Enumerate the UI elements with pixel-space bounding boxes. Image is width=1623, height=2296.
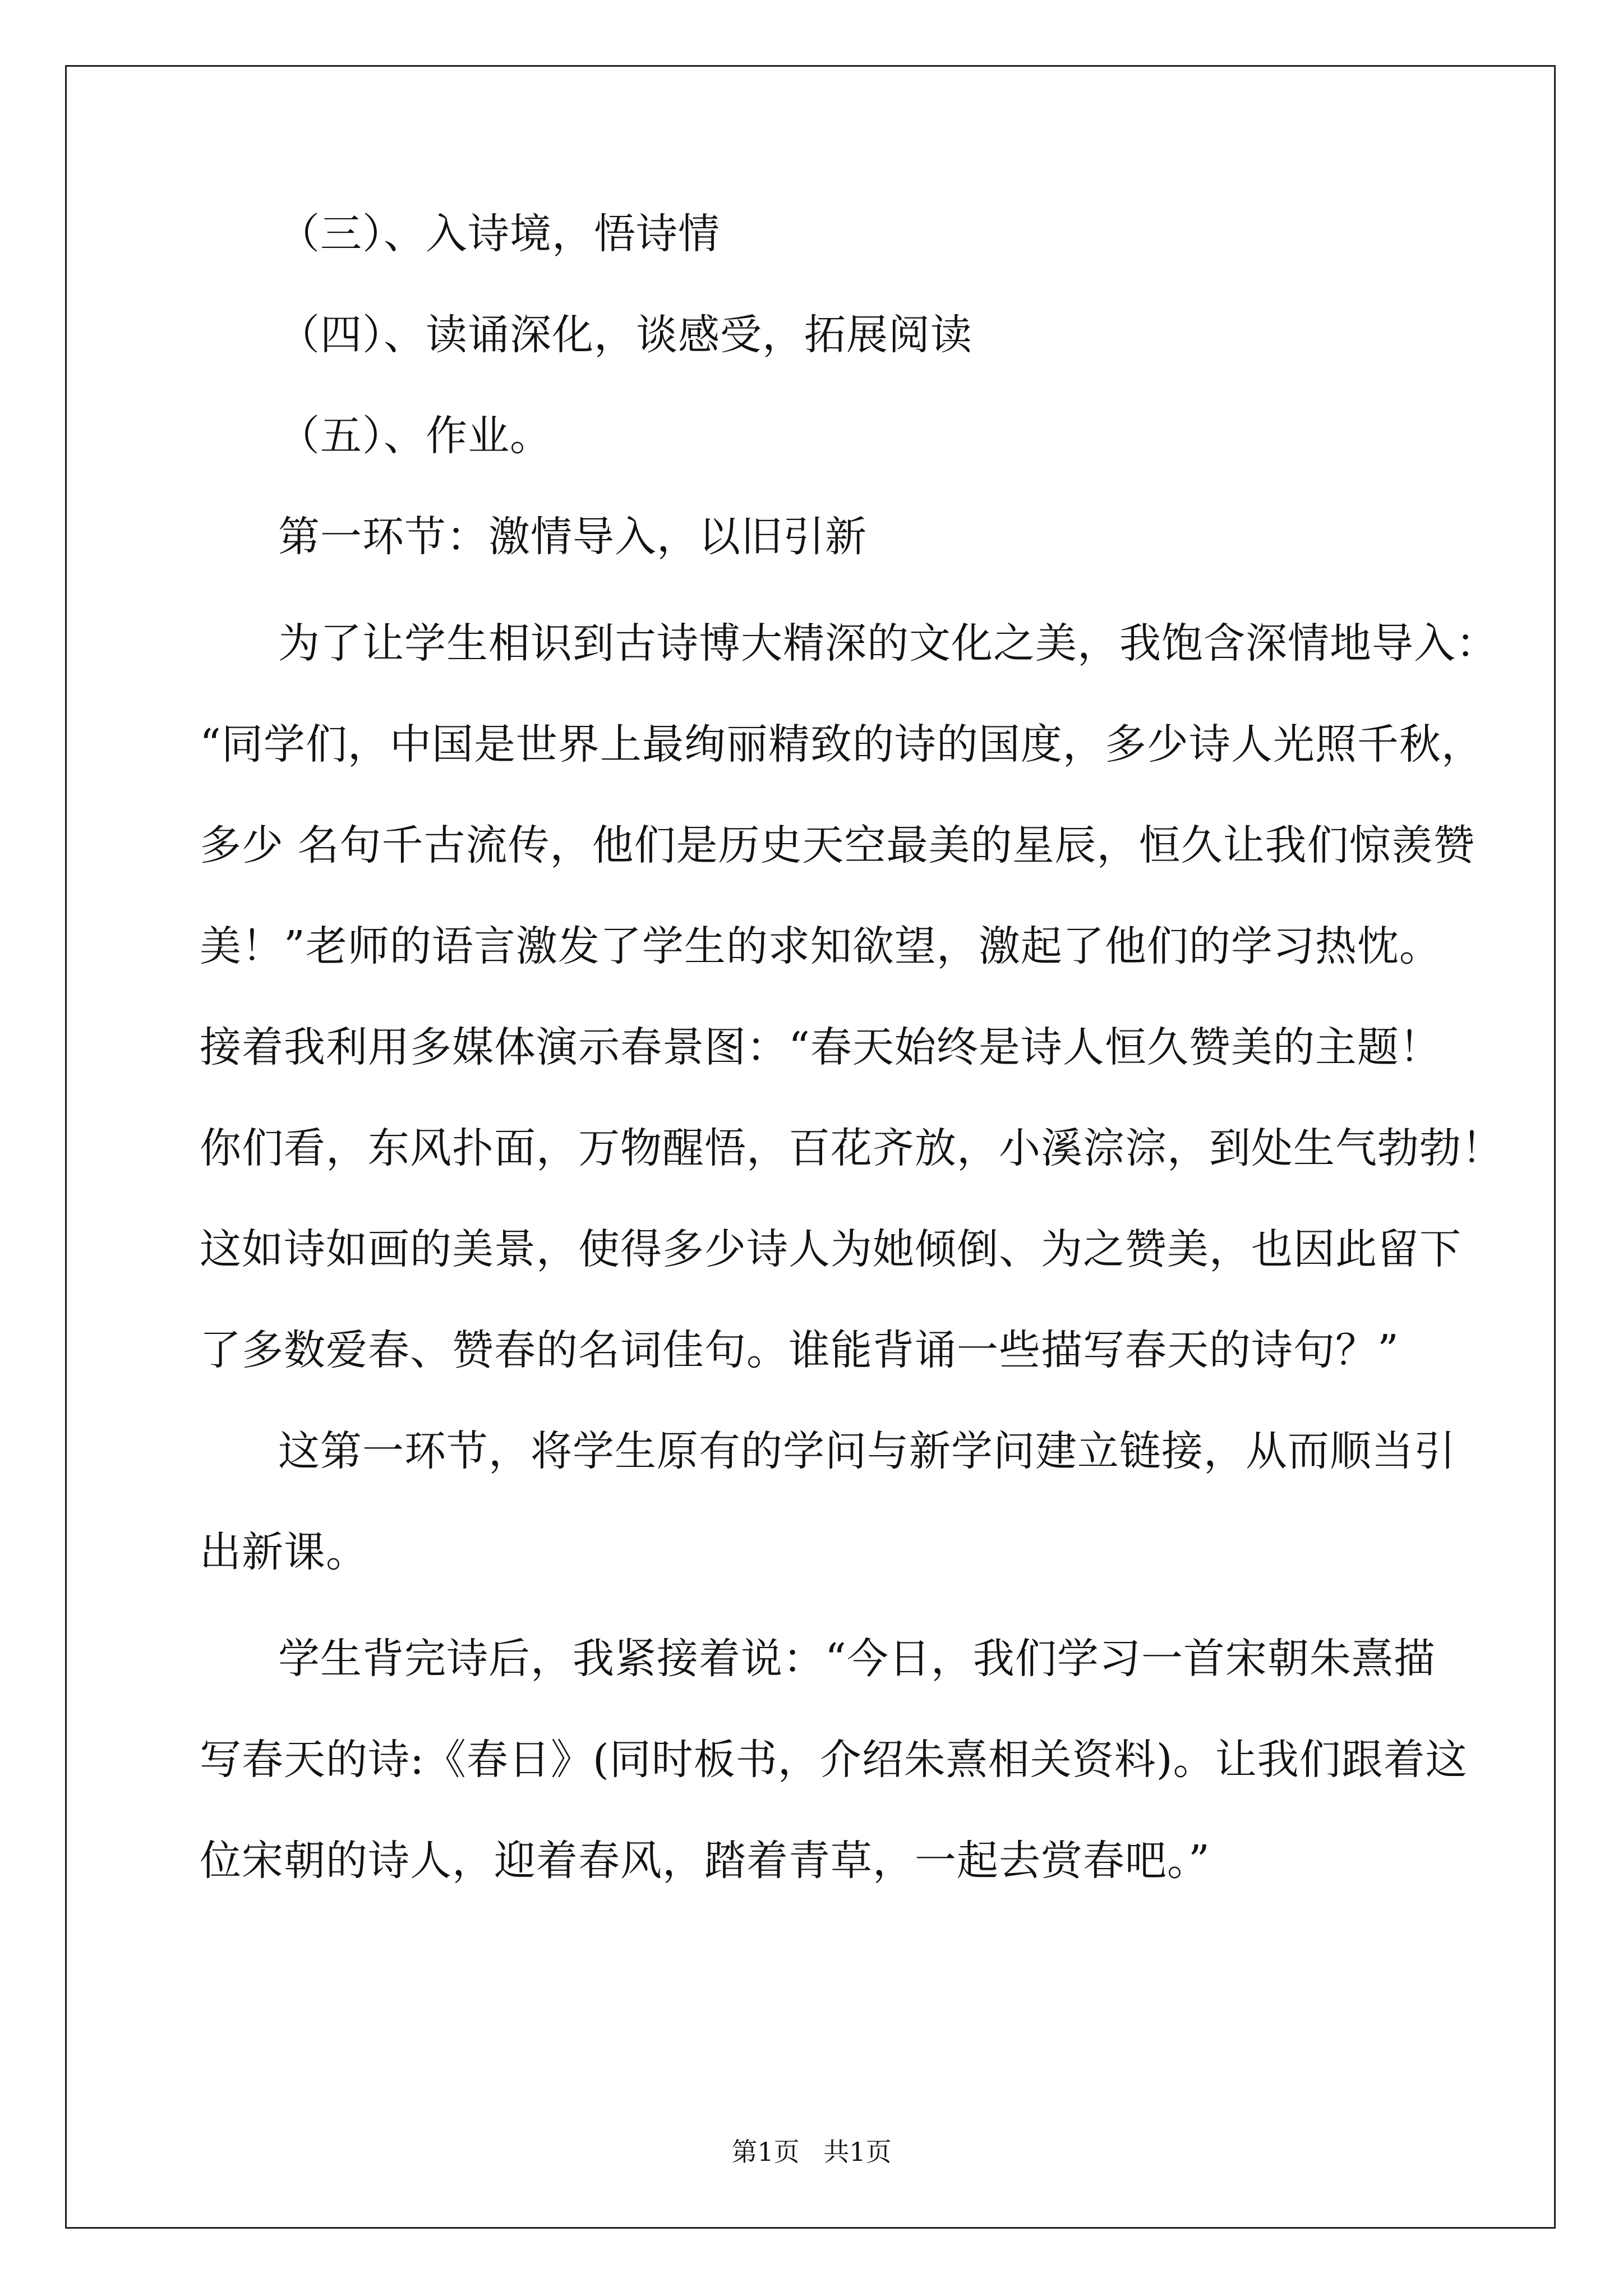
paragraph-line: 这如诗如画的美景，使得多少诗人为她倾倒、为之赞美，也因此留下 — [200, 1225, 1461, 1273]
paragraph-line: 美！”老师的语言激发了学生的求知欲望，激起了他们的学习热忱。 — [200, 922, 1441, 970]
outline-item-5: （五）、作业。 — [278, 412, 552, 460]
page-total: 共1页 — [823, 2137, 892, 2167]
paragraph-line: 为了让学生相识到古诗博大精深的文化之美，我饱含深情地导入： — [278, 619, 1498, 668]
paragraph-line: “同学们，中国是世界上最绚丽精致的诗的国度，多少诗人光照千秋， — [200, 720, 1483, 769]
paragraph-line: 了多数爱春、赞春的名词佳句。谁能背诵一些描写春天的诗句？” — [200, 1326, 1399, 1374]
paragraph-line: 多少 名句千古流传，他们是历史天空最美的星辰，恒久让我们惊羡赞 — [200, 821, 1476, 869]
paragraph-line: 接着我利用多媒体演示春景图：“春天始终是诗人恒久赞美的主题！ — [200, 1023, 1441, 1071]
paragraph-line: 写春天的诗:《春日》(同时板书，介绍朱熹相关资料)。让我们跟着这 — [200, 1736, 1468, 1784]
page-number: 第1页 — [731, 2137, 800, 2167]
outline-item-4: （四）、读诵深化，谈感受，拓展阅读 — [278, 311, 972, 359]
paragraph-line: 出新课。 — [200, 1528, 368, 1576]
page-footer — [0, 2132, 1623, 2169]
paragraph-line: 这第一环节，将学生原有的学问与新学问建立链接，从而顺当引 — [278, 1427, 1456, 1475]
paragraph-line: 学生背完诗后，我紧接着说：“今日，我们学习一首宋朝朱熹描 — [278, 1635, 1436, 1683]
section-heading: 第一环节：激情导入，以旧引新 — [278, 513, 867, 561]
paragraph-line: 位宋朝的诗人，迎着春风，踏着青草，一起去赏春吧。” — [200, 1837, 1210, 1885]
outline-item-3: （三）、入诗境，悟诗情 — [278, 210, 720, 258]
paragraph-line: 你们看，东风扑面，万物醒悟，百花齐放，小溪淙淙，到处生气勃勃！ — [200, 1124, 1504, 1172]
